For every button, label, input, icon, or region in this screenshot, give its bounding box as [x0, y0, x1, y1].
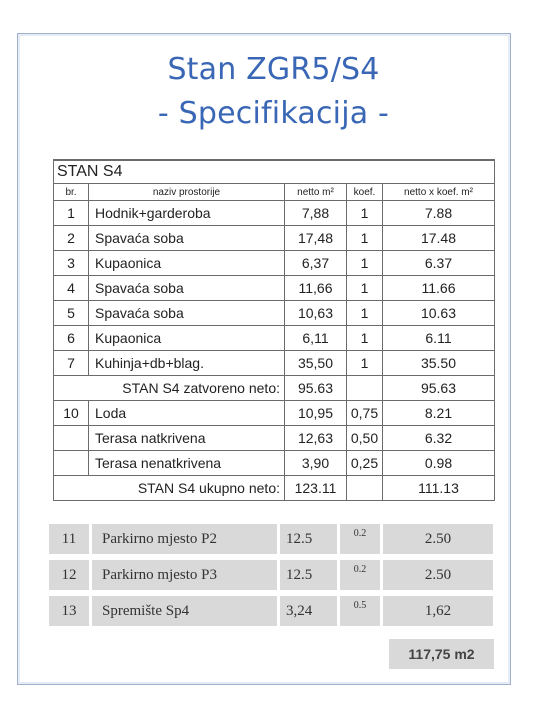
row-name: Terasa natkrivena: [89, 426, 285, 451]
closed-subtotal-net: 95.63: [285, 376, 347, 401]
row-name: Kupaonica: [89, 326, 285, 351]
row-name: Spavaća soba: [89, 301, 285, 326]
row-name: Loda: [89, 401, 285, 426]
row-net: 17,48: [285, 226, 347, 251]
row-coef: 0,25: [347, 451, 383, 476]
extra-name: Parkirno mjesto P3: [92, 560, 277, 590]
row-no: 7: [54, 351, 89, 376]
row-coef: 1: [347, 251, 383, 276]
extra-net: 3,24: [280, 596, 337, 626]
row-no: 1: [54, 201, 89, 226]
table-row: [54, 401, 495, 426]
row-product: 0.98: [383, 451, 495, 476]
row-product: 10.63: [383, 301, 495, 326]
row-product: 8.21: [383, 401, 495, 426]
extra-no: 12: [49, 560, 89, 590]
extra-net: 12.5: [280, 560, 337, 590]
row-name: Terasa nenatkrivena: [89, 451, 285, 476]
total-net: 123.11: [285, 476, 347, 501]
col-header-no: br.: [54, 184, 89, 201]
extra-no: 13: [49, 596, 89, 626]
row-net: 12,63: [285, 426, 347, 451]
extra-coef: 0.2: [340, 524, 380, 554]
table-row: [54, 201, 495, 226]
extra-product: 2.50: [383, 560, 493, 590]
row-name: Spavaća soba: [89, 276, 285, 301]
row-net: 3,90: [285, 451, 347, 476]
extra-row: [49, 524, 494, 554]
closed-subtotal-row: [54, 376, 495, 401]
row-coef: 1: [347, 201, 383, 226]
table-row: [54, 326, 495, 351]
row-name: Kuhinja+db+blag.: [89, 351, 285, 376]
page-subtitle: - Specifikacija -: [157, 96, 390, 131]
row-net: 6,37: [285, 251, 347, 276]
total-label: STAN S4 ukupno neto:: [54, 476, 285, 501]
table-row: [54, 301, 495, 326]
row-coef: 1: [347, 326, 383, 351]
row-product: 17.48: [383, 226, 495, 251]
row-product: 35.50: [383, 351, 495, 376]
row-net: 11,66: [285, 276, 347, 301]
col-header-product: netto x koef. m²: [383, 184, 495, 201]
row-no: [54, 451, 89, 476]
row-no: 10: [54, 401, 89, 426]
row-net: 10,95: [285, 401, 347, 426]
table-row: [54, 226, 495, 251]
row-product: 7.88: [383, 201, 495, 226]
row-net: 7,88: [285, 201, 347, 226]
row-coef: 1: [347, 276, 383, 301]
row-no: 5: [54, 301, 89, 326]
grand-total: 117,75 m2: [389, 639, 494, 669]
closed-subtotal-coef: [347, 376, 383, 401]
row-coef: 1: [347, 351, 383, 376]
col-header-name: naziv prostorije: [89, 184, 285, 201]
extra-name: Spremište Sp4: [92, 596, 277, 626]
row-name: Spavaća soba: [89, 226, 285, 251]
col-header-net: netto m²: [285, 184, 347, 201]
table-row: [54, 426, 495, 451]
table-row: [54, 251, 495, 276]
extra-coef: 0.5: [340, 596, 380, 626]
row-name: Hodnik+garderoba: [89, 201, 285, 226]
row-product: 6.11: [383, 326, 495, 351]
extra-no: 11: [49, 524, 89, 554]
row-coef: 0,75: [347, 401, 383, 426]
table-caption-row: [54, 160, 495, 184]
row-no: 4: [54, 276, 89, 301]
extra-name: Parkirno mjesto P2: [92, 524, 277, 554]
total-coef: [347, 476, 383, 501]
row-no: 3: [54, 251, 89, 276]
row-coef: 1: [347, 301, 383, 326]
table-row: [54, 276, 495, 301]
table-row: [54, 351, 495, 376]
closed-subtotal-product: 95.63: [383, 376, 495, 401]
table-header-row: [54, 184, 495, 201]
row-net: 6,11: [285, 326, 347, 351]
table-caption: STAN S4: [54, 160, 495, 184]
total-product: 111.13: [383, 476, 495, 501]
row-product: 6.32: [383, 426, 495, 451]
row-no: 6: [54, 326, 89, 351]
extra-net: 12.5: [280, 524, 337, 554]
row-product: 11.66: [383, 276, 495, 301]
row-product: 6.37: [383, 251, 495, 276]
row-coef: 1: [347, 226, 383, 251]
closed-subtotal-label: STAN S4 zatvoreno neto:: [54, 376, 285, 401]
row-net: 10,63: [285, 301, 347, 326]
row-no: 2: [54, 226, 89, 251]
total-row: [54, 476, 495, 501]
extra-product: 1,62: [383, 596, 493, 626]
table-row: [54, 451, 495, 476]
row-coef: 0,50: [347, 426, 383, 451]
row-net: 35,50: [285, 351, 347, 376]
extra-row: [49, 560, 494, 590]
extra-coef: 0.2: [340, 560, 380, 590]
row-name: Kupaonica: [89, 251, 285, 276]
page-title: Stan ZGR5/S4: [167, 52, 380, 87]
extra-row: [49, 596, 494, 626]
extra-product: 2.50: [383, 524, 493, 554]
row-no: [54, 426, 89, 451]
spec-table: [53, 159, 495, 501]
col-header-coef: koef.: [347, 184, 383, 201]
